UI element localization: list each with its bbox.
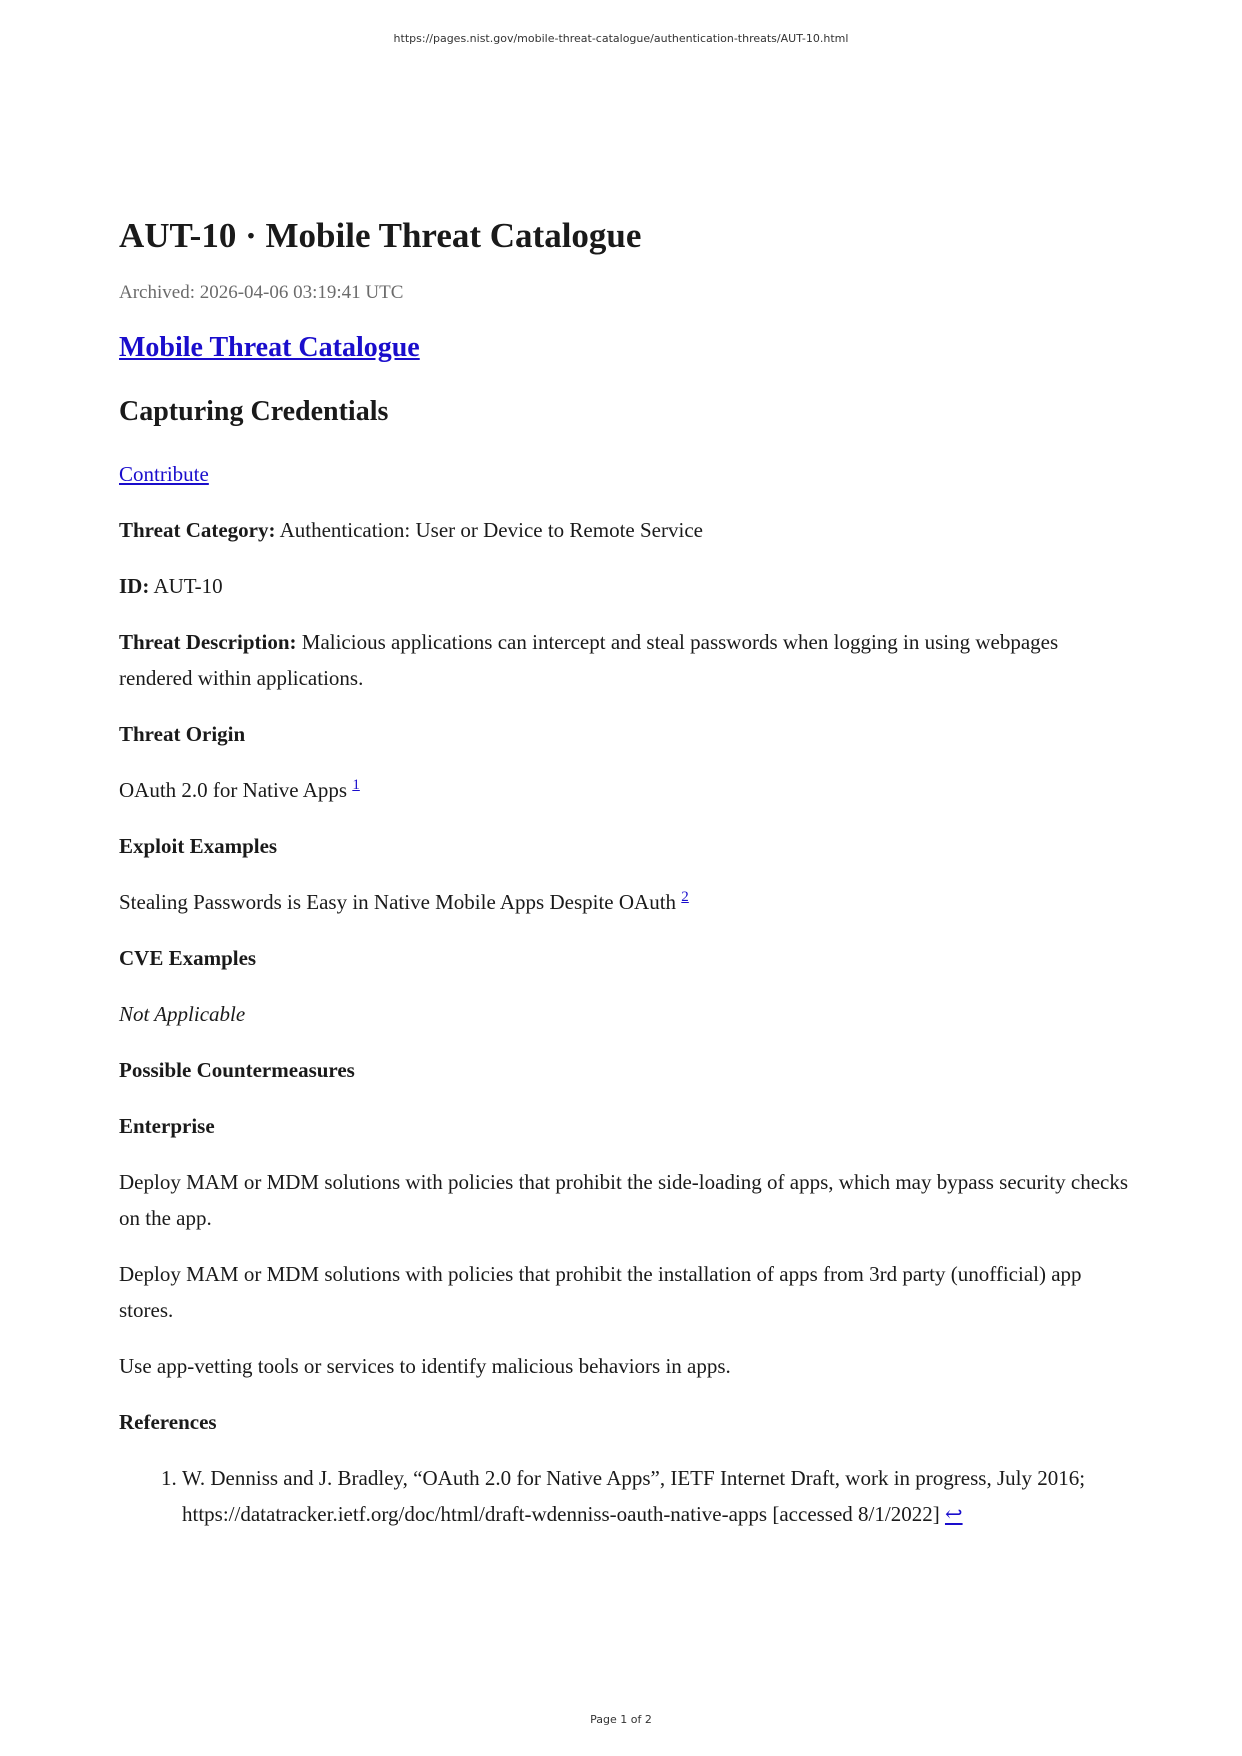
document-content <box>119 212 1129 1532</box>
cve-examples-heading: CVE Examples <box>119 946 257 970</box>
catalogue-link[interactable]: Mobile Threat Catalogue <box>119 332 420 363</box>
exploit-examples-value: Stealing Passwords is Easy in Native Mobile Apps Despite OAuth <box>119 890 677 914</box>
countermeasure-item: Deploy MAM or MDM solutions with policies that prohibit the installation of apps from 3rd party (unofficial) app stores. <box>119 1262 1082 1322</box>
countermeasure-item: Use app-vetting tools or services to identify malicious behaviors in apps. <box>119 1354 731 1378</box>
exploit-examples-heading: Exploit Examples <box>119 834 278 858</box>
print-url-header: https://pages.nist.gov/mobile-threat-catalogue/authentication-threats/AUT-10.html <box>393 32 849 45</box>
threat-id-value: AUT-10 <box>153 574 223 598</box>
reference-backlink-icon[interactable]: ↩ <box>944 1502 963 1526</box>
footnote-link-1[interactable]: 1 <box>352 777 360 793</box>
cve-examples-value: Not Applicable <box>119 1002 246 1026</box>
references-heading: References <box>119 1410 217 1434</box>
contribute-paragraph <box>119 456 1129 492</box>
threat-title: Capturing Credentials <box>119 396 389 427</box>
exploit-examples-text <box>119 884 1129 920</box>
references-list <box>119 1460 1129 1532</box>
threat-id-field <box>119 568 1129 604</box>
threat-id-label: ID: <box>119 574 150 598</box>
threat-origin-heading: Threat Origin <box>119 722 246 746</box>
threat-category-value: Authentication: User or Device to Remote Service <box>279 518 703 542</box>
threat-description-value: Malicious applications can intercept and steal passwords when logging in using webpages rendered within applications. <box>119 630 1059 690</box>
enterprise-subheading: Enterprise <box>119 1114 215 1138</box>
page-number: Page 1 of 2 <box>590 1713 652 1726</box>
page-title: AUT-10 · Mobile Threat Catalogue <box>119 216 642 255</box>
archived-timestamp: Archived: 2026-04-06 03:19:41 UTC <box>119 282 404 303</box>
countermeasures-heading: Possible Countermeasures <box>119 1058 355 1082</box>
threat-origin-text <box>119 772 1129 808</box>
reference-item <box>182 1460 1129 1532</box>
threat-category-field <box>119 512 1129 548</box>
contribute-link[interactable]: Contribute <box>119 462 209 486</box>
threat-category-label: Threat Category: <box>119 518 276 542</box>
threat-description-field <box>119 624 1129 696</box>
threat-origin-value: OAuth 2.0 for Native Apps <box>119 778 348 802</box>
footnote-link-2[interactable]: 2 <box>681 889 689 905</box>
threat-description-label: Threat Description: <box>119 630 297 654</box>
countermeasure-item: Deploy MAM or MDM solutions with policies that prohibit the side-loading of apps, which may bypass security checks on the app. <box>119 1170 1129 1230</box>
catalogue-heading <box>119 330 1129 366</box>
reference-text: W. Denniss and J. Bradley, “OAuth 2.0 for Native Apps”, IETF Internet Draft, work in progress, July 2016; https://datatracker.ietf.org/doc/html/draft-wdenniss-oauth-native-apps [accessed 8/1/2022] <box>182 1466 1086 1526</box>
